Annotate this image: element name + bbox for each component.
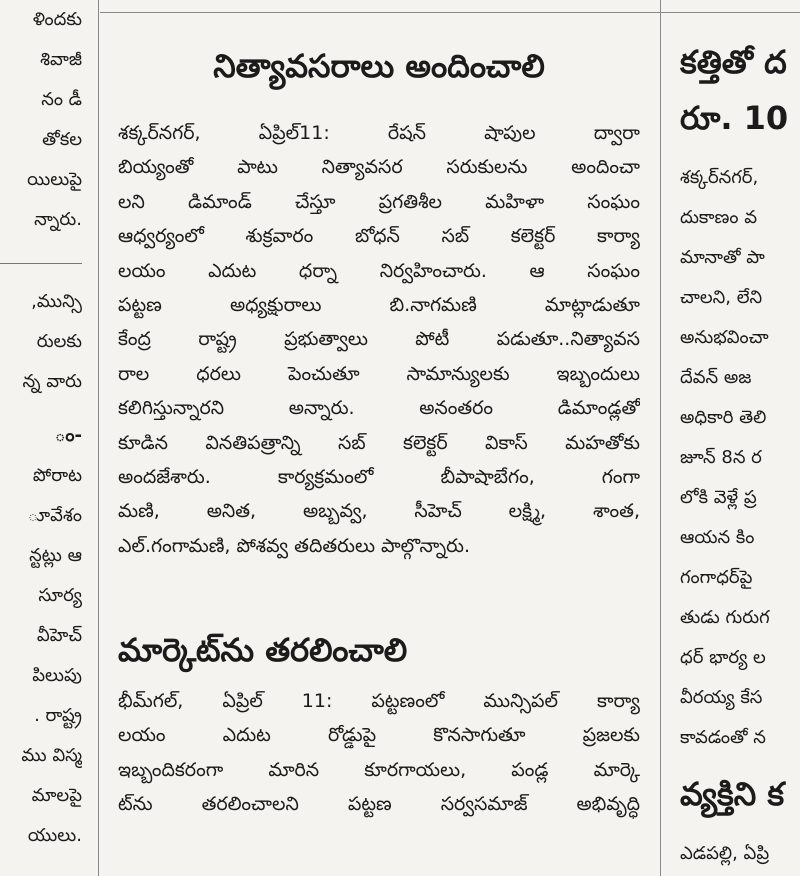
article-line: అందజేశారు. కార్యక్రమంలో బీపాషాబేగం, గంగా bbox=[118, 466, 640, 488]
article-line: లయం ఎదుట ధర్నా నిర్వహించారు. ఆ సంఘం bbox=[118, 259, 640, 282]
subheading: ం- bbox=[54, 425, 82, 446]
article-headline: నిత్యావసరాలు అందించాలి bbox=[213, 47, 545, 85]
right-article-column bbox=[672, 0, 800, 876]
left-article-column bbox=[0, 0, 82, 876]
article-line: ఎల్‌.గంగామణి, పోశవ్వ తదితరులు పాల్గొన్నారు. bbox=[118, 534, 471, 557]
text-line: దేవన్‌ అజ bbox=[680, 367, 752, 388]
article-headline: మార్కెట్‌ను తరలించాలి bbox=[118, 631, 408, 669]
text-line: ళిందకు bbox=[32, 9, 82, 30]
text-line: ,మున్సి bbox=[31, 291, 82, 312]
article-line: లని డిమాండ్‌ చేస్తూ ప్రగతిశీల మహిళా సంఘం bbox=[118, 190, 640, 213]
text-line: ధర్‌ భార్య ల bbox=[680, 647, 766, 668]
text-line: చాలని, లేని bbox=[680, 287, 763, 308]
text-line: శివాజీ bbox=[40, 49, 82, 70]
article-line: కేంద్ర రాష్ట్ర ప్రభుత్వాలు పోటీ పడుతూ..నిత్యావస bbox=[118, 328, 640, 351]
text-line: యిలుపై bbox=[27, 169, 82, 190]
text-line: ఎడపల్లి, ఏప్రి bbox=[680, 843, 770, 864]
text-line: . రాష్ట్ర bbox=[34, 705, 82, 726]
text-line: సూర్య bbox=[38, 585, 82, 606]
article-line: భీమ్‌గల్‌, ఏప్రిల్‌ 11: పట్టణంలో మున్సిపల్‌ కార్యా bbox=[118, 690, 640, 712]
text-line: వీరయ్య కేస bbox=[680, 687, 763, 708]
text-line: ము విస్మ bbox=[21, 745, 82, 766]
text-line: తుడు గురుగ bbox=[680, 607, 770, 628]
article-line: రాల ధరలు పెంచుతూ సామాన్యులకు ఇబ్బందులు bbox=[118, 362, 640, 385]
article-headline: కత్తితో ద bbox=[680, 43, 787, 81]
text-line: మాలపై bbox=[31, 785, 82, 806]
text-line: లోకి వెళ్లే ప్ర bbox=[680, 487, 757, 508]
text-line: తోకల bbox=[42, 129, 82, 150]
text-line: యులు. bbox=[27, 825, 82, 846]
text-line: శక్కర్‌నగర్‌, bbox=[680, 167, 759, 188]
article-line: ఇబ్బందికరంగా మారిన కూరగాయలు, పండ్ల మార్కె bbox=[118, 758, 640, 781]
article-line: కలిగిస్తున్నారని అన్నారు. అనంతరం డిమాండ్లతో bbox=[118, 397, 640, 420]
text-line: అనుభవించా bbox=[680, 327, 769, 348]
text-line: ూవేశం bbox=[27, 505, 82, 526]
main-article-column bbox=[118, 0, 640, 876]
text-line: జూన్‌ 8న ర bbox=[680, 447, 762, 468]
text-line: న్టట్లు ఆ bbox=[29, 545, 82, 566]
article-line: బియ్యంతో పాటు నిత్యావసర సరుకులను అందించా bbox=[118, 156, 640, 179]
column-divider-left bbox=[98, 0, 99, 876]
article-line: లయం ఎదుట రోడ్డుపై కొనసాగుతూ ప్రజలకు bbox=[118, 724, 640, 747]
article-headline: వ్యక్తిని క bbox=[680, 775, 785, 813]
article-line: ఆధ్వర్యంలో శుక్రవారం బోధన్‌ సబ్‌ కలెక్టర్‌ కార్యా bbox=[118, 225, 640, 248]
section-divider bbox=[0, 263, 82, 264]
text-line: రులకు bbox=[36, 331, 82, 352]
column-divider-right bbox=[660, 0, 661, 876]
text-line: పిలుపు bbox=[32, 665, 82, 686]
text-line: కావడంతో న bbox=[680, 727, 766, 748]
article-line: ట్‌ను తరలించాలని పట్టణ సర్వసమాజ్‌ అభివృద్ధి bbox=[118, 793, 640, 816]
article-line: పట్టణ అధ్యక్షురాలు బి.నాగమణి మాట్లాడుతూ bbox=[118, 294, 640, 316]
text-line: గంగాధర్‌పై bbox=[680, 567, 753, 588]
text-line: న్నారు. bbox=[34, 209, 82, 230]
text-line: పోరాట bbox=[32, 465, 82, 486]
article-line: శక్కర్‌నగర్‌, ఏప్రిల్‌11: రేషన్‌ షాపుల ద్వారా bbox=[118, 122, 640, 144]
text-line: న్న వారు bbox=[22, 371, 82, 392]
article-line: మణి, అనిత, అబ్బవ్వ, సీహెచ్‌ లక్ష్మి, శాంత, bbox=[118, 500, 640, 523]
article-headline: రూ. 10 bbox=[680, 99, 789, 137]
text-line: దుకాణం వ bbox=[680, 207, 758, 228]
text-line: అధికారి తెలి bbox=[680, 407, 767, 428]
text-line: వీహెచ్ bbox=[36, 625, 82, 646]
text-line: మానాతో పా bbox=[680, 247, 765, 268]
text-line: ఆయన కిం bbox=[680, 527, 755, 548]
text-line: నం డీ bbox=[41, 89, 82, 110]
article-line: కూడిన వినతిపత్రాన్ని సబ్‌ కలెక్టర్‌ వికాస్‌ మహతోకు bbox=[118, 431, 640, 454]
